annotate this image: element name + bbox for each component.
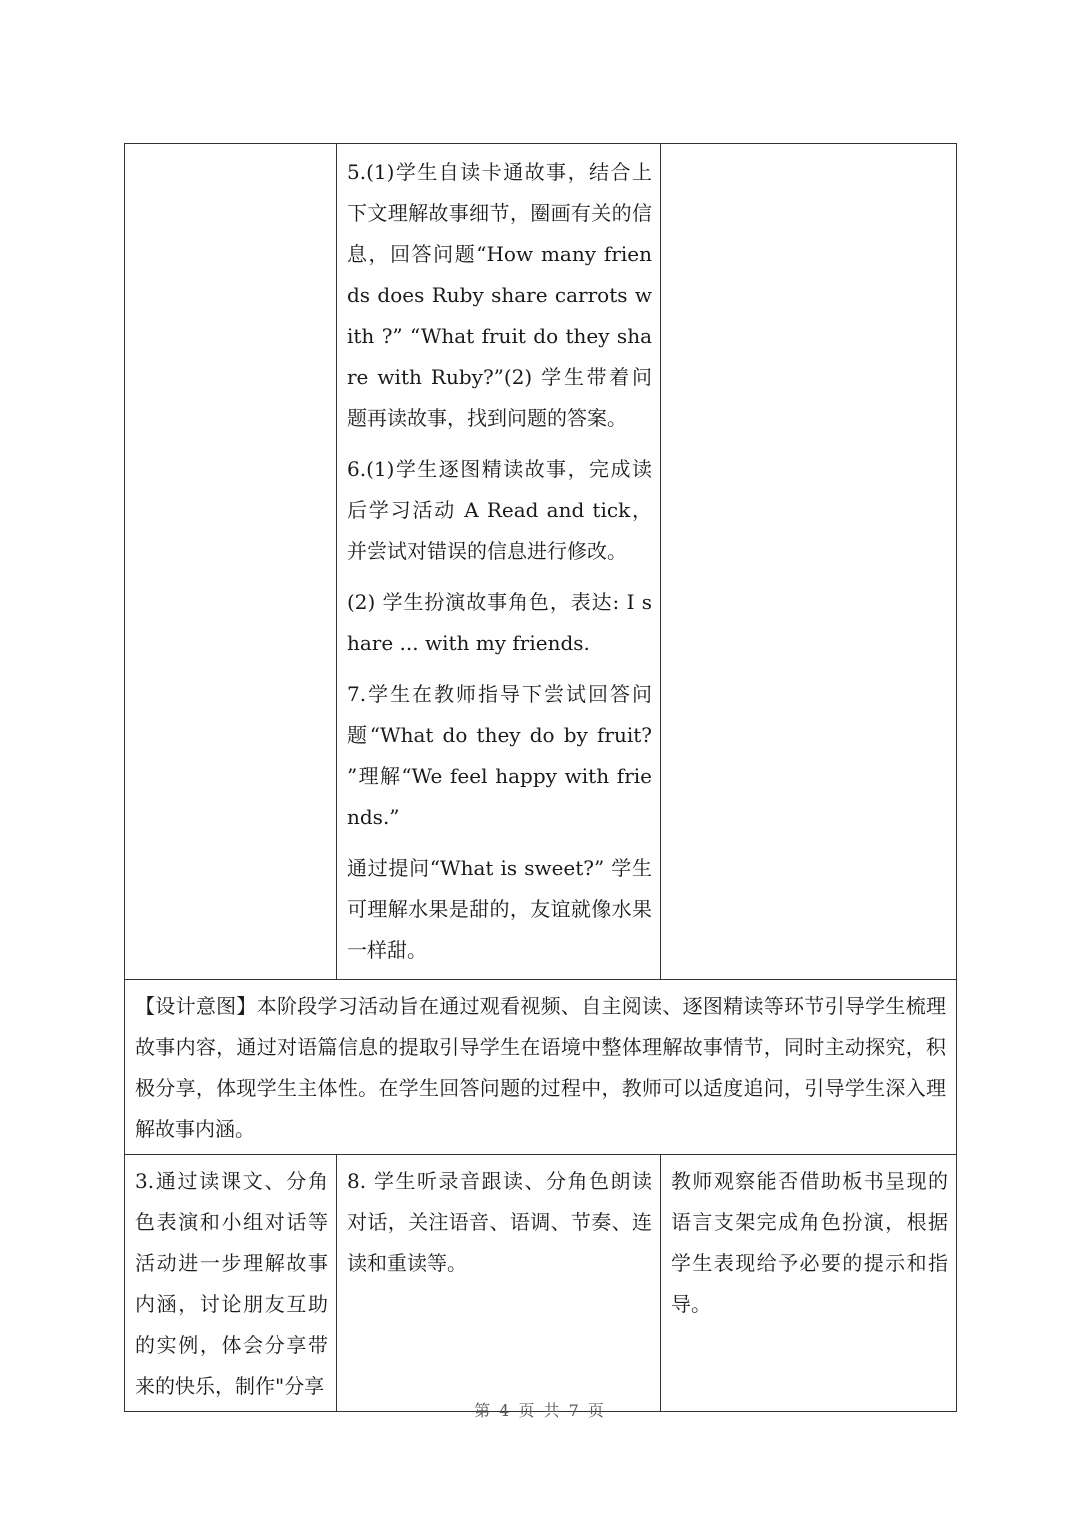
lesson-plan-table [124, 143, 957, 1412]
assessment-text: 教师观察能否借助板书呈现的语言支架完成角色扮演，根据学生表现给予必要的提示和指导。 [671, 1169, 948, 1316]
activity-cell [337, 1155, 661, 1412]
table-row [125, 144, 957, 980]
goal-text: 3.通过读课文、分角色表演和小组对话等活动进一步理解故事内涵，讨论朋友互助的实例，体会分享带来的快乐，制作"分享 [135, 1169, 328, 1398]
table-row [125, 980, 957, 1155]
assessment-cell [661, 1155, 957, 1412]
activity-paragraph-7: 7.学生在教师指导下尝试回答问题“What do they do by fruit? ”理解“We feel happy with friends.” [347, 682, 652, 829]
activity-paragraph-6-1: 6.(1)学生逐图精读故事，完成读后学习活动 A Read and tick，并尝试对错误的信息进行修改。 [347, 457, 652, 563]
page-number: 第 4 页 共 7 页 [474, 1401, 606, 1420]
design-intent-text: 【设计意图】本阶段学习活动旨在通过观看视频、自主阅读、逐图精读等环节引导学生梳理故事内容，通过对语篇信息的提取引导学生在语境中整体理解故事情节，同时主动探究，积极分享，体现学生主体性。在学生回答问题的过程中，教师可以适度追问，引导学生深入理解故事内涵。 [135, 994, 946, 1141]
assessment-cell-empty [661, 144, 957, 980]
activity-text: 8. 学生听录音跟读、分角色朗读对话，关注语音、语调、节奏、连读和重读等。 [347, 1169, 652, 1275]
table-row [125, 1155, 957, 1412]
activity-cell [337, 144, 661, 980]
goal-cell-empty [125, 144, 337, 980]
activity-paragraph-question: 通过提问“What is sweet?” 学生可理解水果是甜的，友谊就像水果一样甜。 [347, 856, 652, 962]
design-intent-cell [125, 980, 957, 1155]
goal-cell [125, 1155, 337, 1412]
activity-paragraph-5: 5.(1)学生自读卡通故事，结合上下文理解故事细节，圈画有关的信息，回答问题“How many friends does Ruby share carrots with ?” “What fruit do they share with Ruby?”(2) 学生带着问题再读故事，找到问题的答案。 [347, 160, 652, 430]
activity-paragraph-6-2: (2) 学生扮演故事角色，表达: I share ... with my friends. [347, 590, 652, 655]
